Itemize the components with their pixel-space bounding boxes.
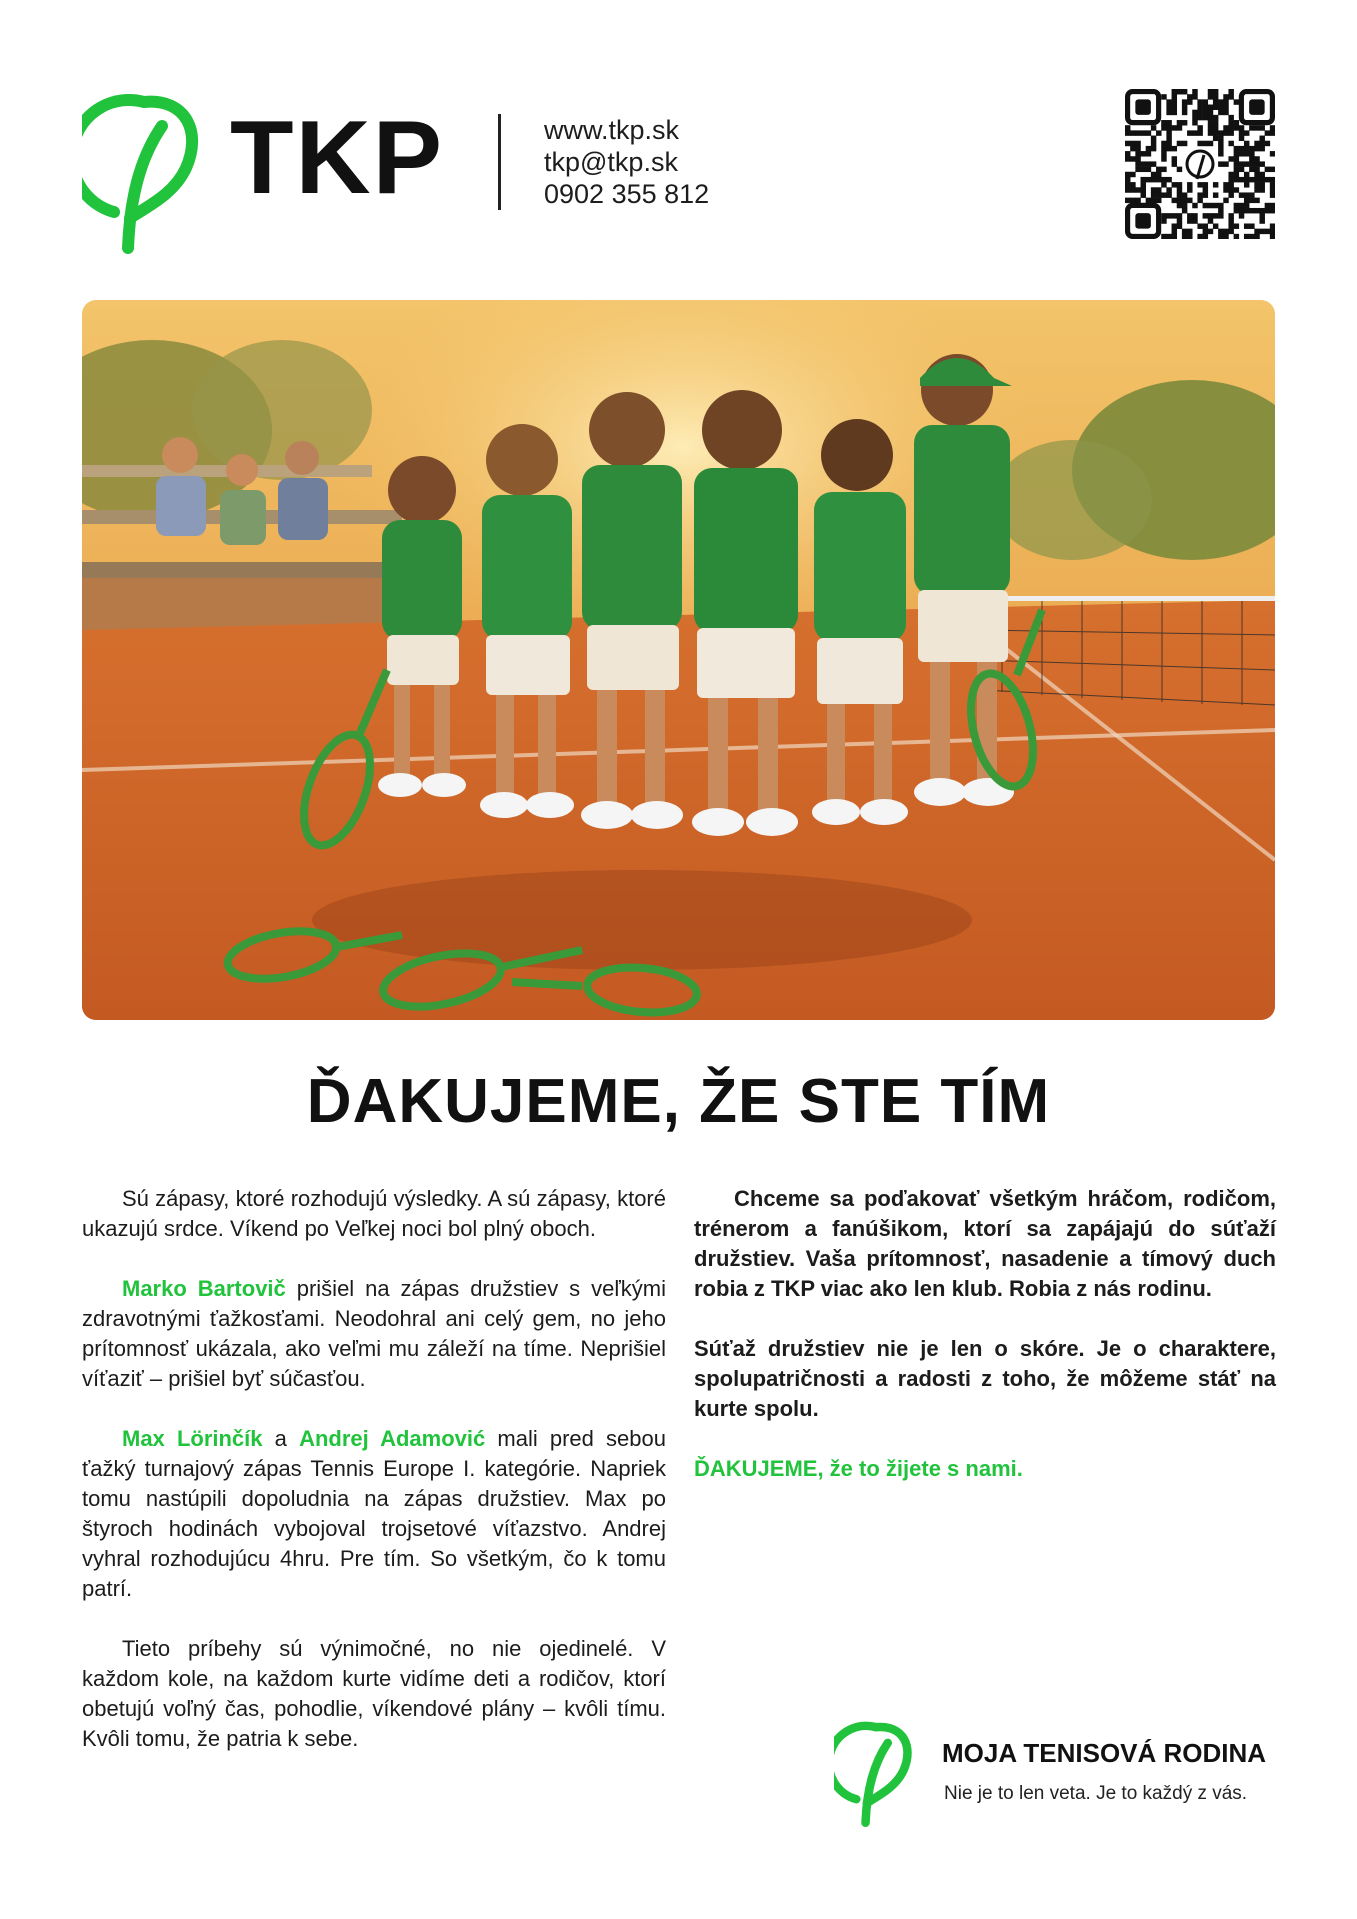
- badge-subtitle: Nie je to len veta. Je to každý z vás.: [944, 1783, 1248, 1804]
- left-paragraph-3-text: mali pred sebou ťažký turnajový zápas Tennis Europe I. kategórie. Napriek tomu nastúpili dopoludnia na zápas družstiev. Max po štyroch hodinách vybojoval trojsetové víťazstvo. Andrej vyhral rozhodujúcu 4hru. Pre tím. So všetkým, čo k tomu patrí.: [82, 1426, 666, 1601]
- family-badge: [834, 1718, 1284, 1828]
- left-paragraph-3: [82, 1424, 666, 1604]
- brand-name: TKP: [230, 100, 444, 216]
- player-name-marko: Marko Bartovič: [122, 1276, 286, 1301]
- thank-you-line: ĎAKUJEME, že to žijete s nami.: [694, 1456, 1023, 1481]
- left-paragraph-1: Sú zápasy, ktoré rozhodujú výsledky. A sú zápasy, ktoré ukazujú srdce. Víkend po Veľkej noci bol plný oboch.: [82, 1186, 666, 1241]
- conjunction-text: a: [262, 1426, 300, 1451]
- player-name-max: Max Lörinčík: [122, 1426, 263, 1451]
- page-title: ĎAKUJEME, ŽE STE TÍM: [306, 1067, 1051, 1136]
- contact-website[interactable]: www.tkp.sk: [544, 115, 680, 145]
- left-paragraph-2-text: prišiel na zápas družstiev s veľkými zdravotnými ťažkosťami. Neodohral ani celý gem, no jeho prítomnosť ukázala, ako veľmi mu záleží na tíme. Neprišiel víťaziť – prišiel byť súčasťou.: [82, 1276, 666, 1391]
- contact-block: [544, 114, 709, 210]
- tkp-logo-small-icon: [834, 1718, 918, 1828]
- player-name-andrej: Andrej Adamović: [299, 1426, 486, 1451]
- right-paragraph-1: Chceme sa poďakovať všetkým hráčom, rodičom, trénerom a fanúšikom, ktorí sa zapájajú do súťaží družstiev. Vaša prítomnosť, nasadenie a tímový duch robia z TKP viac ako len klub. Robia z nás rodinu.: [694, 1186, 1276, 1301]
- hero-image: [82, 300, 1275, 1020]
- right-paragraph-2: Súťaž družstiev nie je len o skóre. Je o charaktere, spolupatričnosti a radosti z toho, že môžeme stáť na kurte spolu.: [694, 1336, 1276, 1421]
- right-column: [694, 1184, 1276, 1514]
- tkp-logo-icon: [82, 88, 206, 256]
- left-paragraph-4: Tieto príbehy sú výnimočné, no nie ojedinelé. V každom kole, na každom kurte vidíme deti a rodičov, ktorí obetujú voľný čas, pohodlie, víkendové plány – kvôli tímu. Kvôli tomu, že patria k sebe.: [82, 1636, 666, 1751]
- left-column: [82, 1184, 666, 1784]
- contact-email[interactable]: tkp@tkp.sk: [544, 147, 678, 177]
- header-divider: [498, 114, 501, 210]
- badge-title: MOJA TENISOVÁ RODINA: [942, 1738, 1267, 1768]
- team-huddle-illustration: [82, 300, 1275, 1020]
- page-header: [82, 84, 1275, 254]
- qr-code-icon[interactable]: [1125, 89, 1275, 239]
- contact-phone[interactable]: 0902 355 812: [544, 179, 710, 209]
- left-paragraph-2: [82, 1274, 666, 1394]
